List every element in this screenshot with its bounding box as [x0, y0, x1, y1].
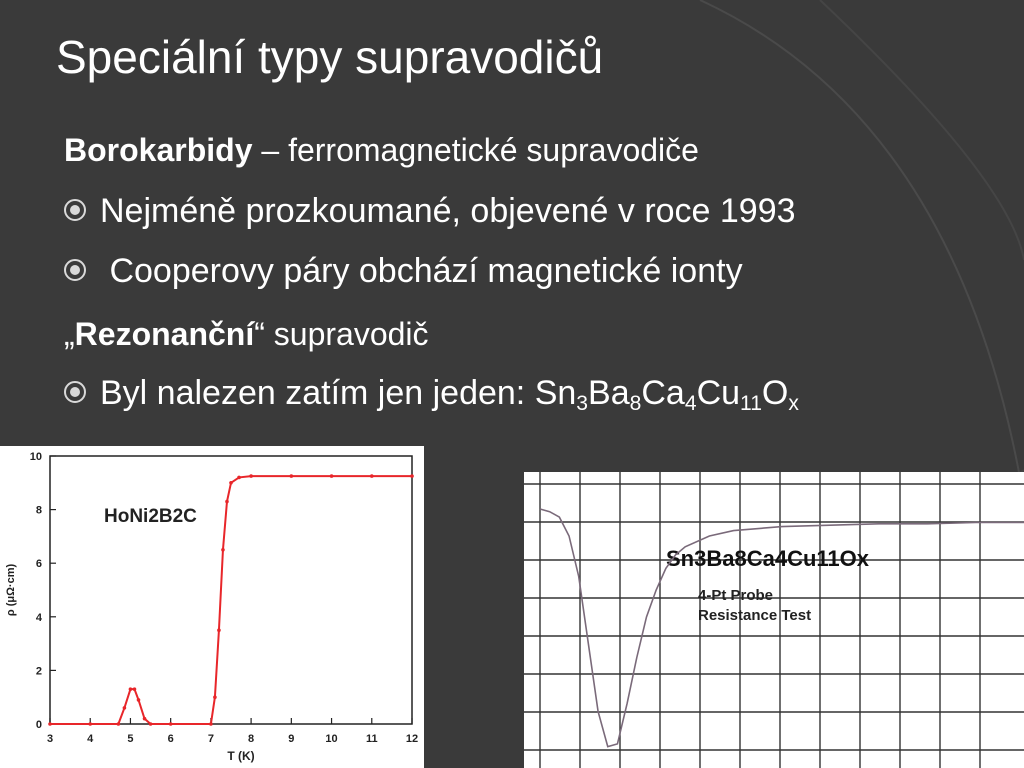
slide-title: Speciální typy supravodičů: [56, 31, 604, 83]
data-series-line: [540, 509, 1024, 747]
data-point: [169, 722, 173, 726]
x-tick-label: 6: [167, 733, 174, 745]
data-point: [290, 474, 294, 478]
data-point: [221, 548, 225, 552]
bullet-text: Cooperovy páry obchází magnetické ionty: [100, 252, 743, 290]
bullet-item: [64, 252, 743, 291]
chart-panel-honi2b2c: [0, 446, 424, 768]
bullet-text: Byl nalezen zatím jen jeden:: [100, 374, 535, 412]
data-point: [123, 706, 127, 710]
formula-subscript: x: [788, 391, 799, 415]
y-tick-label: 8: [35, 504, 42, 517]
bullet-item-formula: [64, 374, 799, 416]
data-point: [237, 476, 241, 480]
heading-bold-text: Borokarbidy: [64, 132, 253, 168]
formula-subscript: 11: [740, 391, 762, 415]
heading-bold-text: Rezonanční: [74, 316, 255, 352]
y-axis-label: ρ (μΩ·cm): [5, 563, 17, 617]
data-point: [217, 628, 221, 632]
formula-subscript: 4: [684, 391, 697, 415]
data-point: [330, 474, 334, 478]
x-tick-label: 11: [365, 733, 378, 745]
data-point: [149, 722, 153, 726]
data-point: [370, 474, 374, 478]
bullet-circle-icon: [64, 381, 86, 403]
section-heading-rezonancni: [64, 316, 429, 353]
bullet-item: [64, 192, 796, 231]
chart-annotation: Resistance Test: [698, 607, 812, 624]
plot-frame: [50, 456, 412, 724]
heading-rest-text: “ supravodič: [254, 316, 429, 352]
heading-open-quote: „: [64, 316, 75, 352]
y-tick-label: 10: [29, 451, 42, 463]
chemical-formula: [534, 374, 799, 415]
data-point: [249, 474, 253, 478]
formula-element: Ca: [641, 374, 685, 412]
data-point: [129, 687, 133, 691]
resistance-chart-sn3ba8: [524, 472, 1024, 768]
data-point: [133, 687, 137, 691]
data-point: [410, 474, 414, 478]
x-tick-label: 10: [325, 733, 338, 745]
section-heading-borokarbidy: [64, 132, 699, 169]
formula-subscript: 3: [576, 391, 589, 415]
data-point: [225, 500, 229, 504]
x-tick-label: 8: [248, 733, 255, 745]
x-tick-label: 7: [207, 733, 214, 745]
data-point: [137, 698, 141, 702]
x-tick-label: 9: [288, 733, 295, 745]
chart-inline-label: HoNi2B2C: [104, 506, 197, 527]
bullet-circle-icon: [64, 199, 86, 221]
formula-element: Cu: [696, 374, 741, 412]
x-tick-label: 4: [87, 733, 94, 745]
chart-inline-label: Sn3Ba8Ca4Cu11Ox: [666, 546, 869, 571]
data-point: [88, 722, 92, 726]
data-point: [229, 481, 233, 485]
data-point: [117, 722, 121, 726]
bullet-circle-icon: [64, 259, 86, 281]
x-tick-label: 5: [127, 733, 134, 745]
data-point: [143, 717, 147, 721]
data-point: [213, 695, 217, 699]
data-point: [209, 722, 213, 726]
chart-annotation: 4-Pt Probe: [698, 587, 774, 604]
formula-subscript: 8: [629, 391, 642, 415]
data-point: [48, 722, 52, 726]
resistivity-chart-honi2b2c: [0, 446, 424, 768]
formula-element: O: [761, 374, 789, 412]
x-axis-label: T (K): [227, 749, 255, 763]
y-tick-label: 6: [35, 558, 42, 571]
y-tick-label: 4: [35, 611, 42, 624]
x-tick-label: 3: [46, 733, 54, 745]
formula-element: Ba: [588, 374, 630, 412]
bullet-text: Nejméně prozkoumané, objevené v roce 1993: [100, 192, 796, 230]
formula-element: Sn: [534, 374, 577, 412]
chart-panel-sn3ba8: [524, 472, 1024, 768]
y-tick-label: 2: [35, 665, 42, 678]
y-tick-label: 0: [35, 719, 42, 731]
x-tick-label: 12: [405, 733, 419, 745]
heading-rest-text: – ferromagnetické supravodiče: [252, 132, 699, 168]
